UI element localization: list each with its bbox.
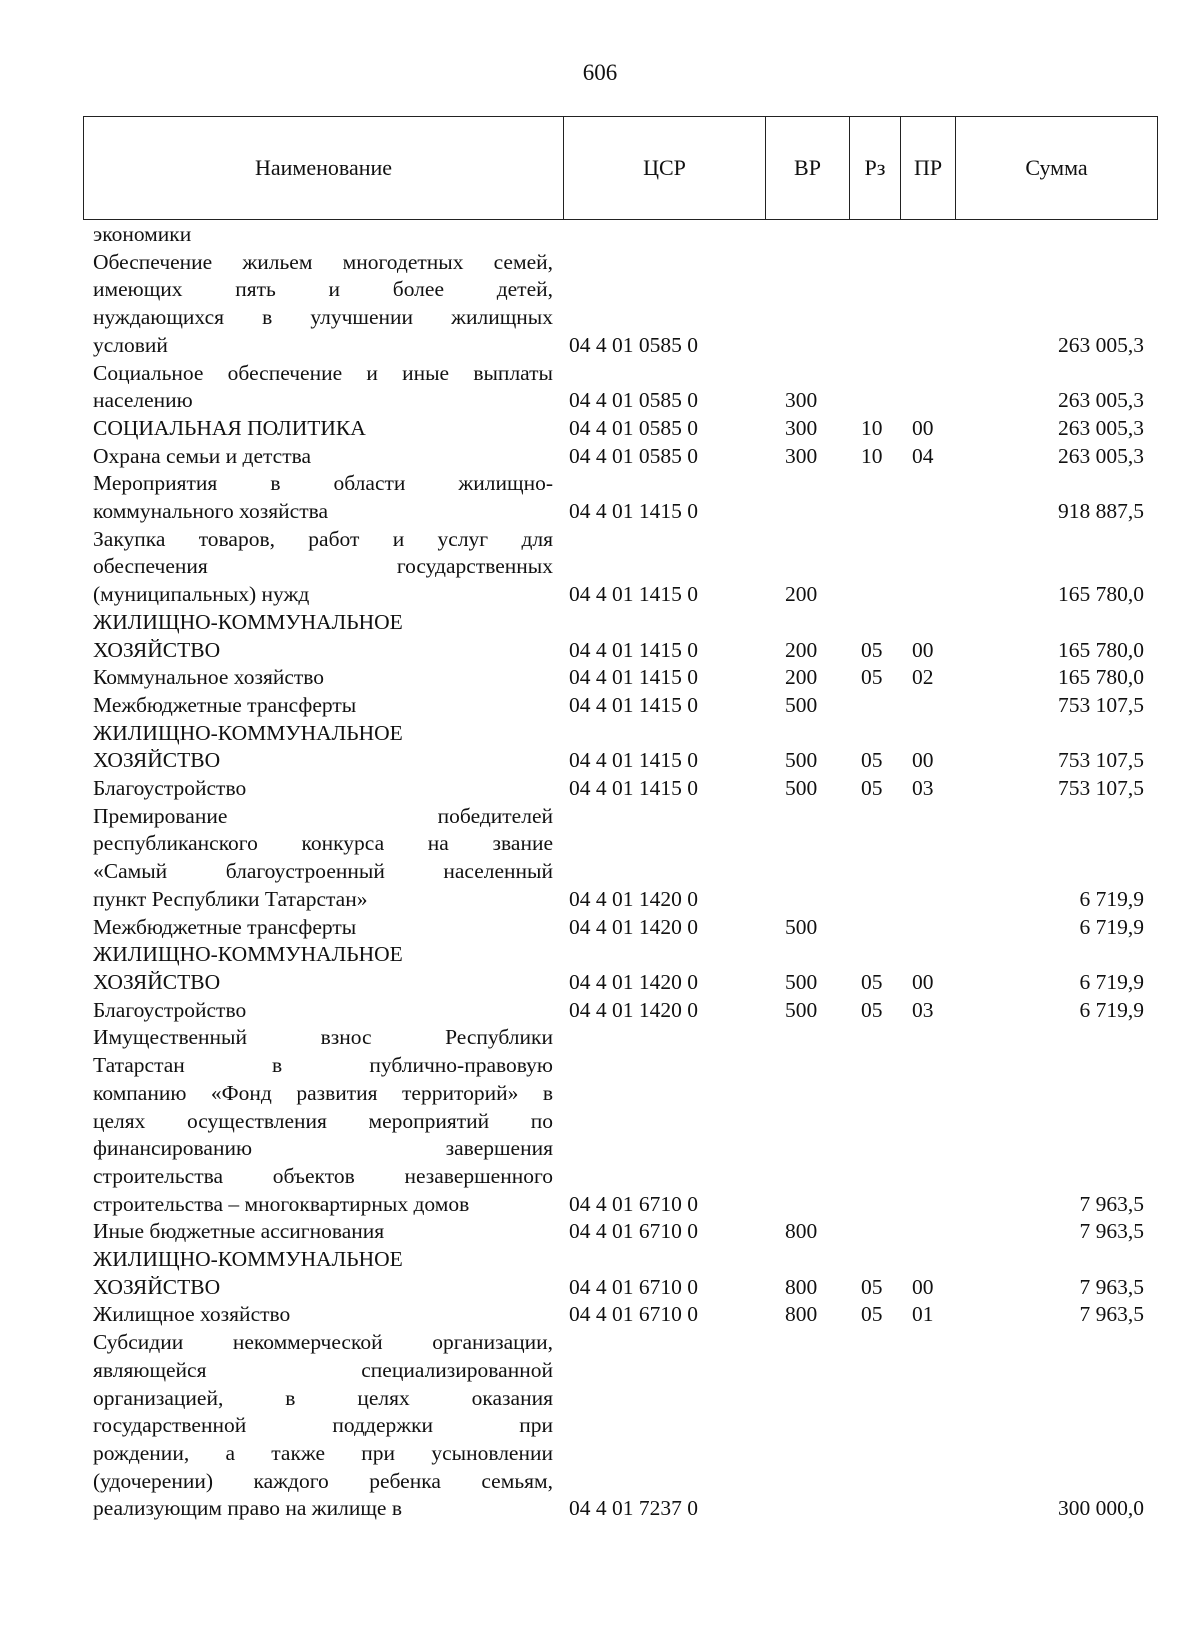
table-row [83, 360, 1158, 415]
row-vr: 200 [785, 665, 818, 690]
table-row [83, 609, 1158, 664]
row-pr: 00 [912, 969, 934, 994]
header-rz: Рз [850, 117, 901, 219]
row-name-line: республиканского конкурса на звание [93, 831, 553, 856]
row-name-line: ЖИЛИЩНО-КОММУНАЛЬНОЕ [93, 942, 403, 967]
header-vr: ВР [766, 117, 850, 219]
row-name-line: реализующим право на жилище в [93, 1496, 402, 1521]
table-row [83, 221, 1158, 249]
row-vr: 500 [785, 748, 818, 773]
row-sum: 7 963,5 [1079, 1219, 1144, 1244]
row-name [83, 941, 563, 996]
row-csr: 04 4 01 1415 0 [569, 776, 698, 801]
row-rz: 05 [861, 969, 883, 994]
row-csr: 04 4 01 6710 0 [569, 1219, 698, 1244]
row-csr: 04 4 01 6710 0 [569, 1302, 698, 1327]
table-row [83, 803, 1158, 914]
table-row [83, 415, 1158, 443]
row-name-line: Межбюджетные трансферты [93, 692, 357, 717]
row-name [83, 803, 563, 914]
row-name-line: организацией, в целях оказания [93, 1385, 553, 1410]
row-name-line: ЖИЛИЩНО-КОММУНАЛЬНОЕ [93, 720, 403, 745]
table-row [83, 1329, 1158, 1523]
row-name [83, 415, 563, 443]
row-name [83, 914, 563, 942]
row-vr: 300 [785, 443, 818, 468]
table-row [83, 249, 1158, 360]
row-sum: 263 005,3 [1058, 332, 1144, 357]
row-name [83, 775, 563, 803]
row-pr: 01 [912, 1302, 934, 1327]
row-csr: 04 4 01 1420 0 [569, 886, 698, 911]
row-rz: 05 [861, 665, 883, 690]
row-csr: 04 4 01 1420 0 [569, 969, 698, 994]
row-name-line: ХОЗЯЙСТВО [93, 1274, 221, 1299]
row-name [83, 997, 563, 1025]
row-sum: 7 963,5 [1079, 1274, 1144, 1299]
row-name [83, 1329, 563, 1523]
row-vr: 500 [785, 969, 818, 994]
row-rz: 05 [861, 1302, 883, 1327]
row-sum: 165 780,0 [1058, 637, 1144, 662]
row-vr: 500 [785, 776, 818, 801]
row-pr: 04 [912, 443, 934, 468]
row-pr: 00 [912, 637, 934, 662]
row-sum: 7 963,5 [1079, 1191, 1144, 1216]
row-csr: 04 4 01 0585 0 [569, 388, 698, 413]
row-name-line: Иные бюджетные ассигнования [93, 1219, 385, 1244]
row-name-line: целях осуществления мероприятий по [93, 1108, 553, 1133]
table-header [83, 116, 1158, 220]
row-csr: 04 4 01 1420 0 [569, 914, 698, 939]
header-sum: Сумма [1025, 155, 1088, 180]
row-name-line: условий [93, 332, 168, 357]
row-name [83, 664, 563, 692]
row-rz: 10 [861, 415, 883, 440]
row-rz: 05 [861, 1274, 883, 1299]
row-vr: 300 [785, 388, 818, 413]
row-name-line: Татарстан в публично-правовую [93, 1053, 553, 1078]
table-row [83, 997, 1158, 1025]
row-name-line: ХОЗЯЙСТВО [93, 637, 221, 662]
row-name-line: финансированию завершения [93, 1136, 553, 1161]
row-name-line: Имущественный взнос Республики [93, 1025, 553, 1050]
row-name-line: обеспечения государственных [93, 554, 553, 579]
row-sum: 7 963,5 [1079, 1302, 1144, 1327]
row-name-line: ЖИЛИЩНО-КОММУНАЛЬНОЕ [93, 1247, 403, 1272]
row-name-line: имеющих пять и более детей, [93, 277, 553, 302]
row-name-line: Жилищное хозяйство [93, 1302, 291, 1327]
row-csr: 04 4 01 1415 0 [569, 582, 698, 607]
row-name-line: государственной поддержки при [93, 1413, 553, 1438]
row-vr: 500 [785, 997, 818, 1022]
row-name [83, 692, 563, 720]
row-pr: 00 [912, 748, 934, 773]
row-pr: 03 [912, 776, 934, 801]
table-row [83, 526, 1158, 609]
row-vr: 200 [785, 637, 818, 662]
row-vr: 800 [785, 1302, 818, 1327]
row-name [83, 470, 563, 525]
row-name-line: Благоустройство [93, 776, 247, 801]
table-row [83, 914, 1158, 942]
header-pr: ПР [901, 117, 956, 219]
row-pr: 00 [912, 415, 934, 440]
row-rz: 05 [861, 776, 883, 801]
row-name-line: (муниципальных) нужд [93, 582, 310, 607]
row-sum: 263 005,3 [1058, 388, 1144, 413]
row-name-line: Социальное обеспечение и иные выплаты [93, 360, 553, 385]
row-name-line: населению [93, 388, 193, 413]
row-name-line: компанию «Фонд развития территорий» в [93, 1080, 553, 1105]
row-name [83, 443, 563, 471]
table-row [83, 664, 1158, 692]
table-row [83, 470, 1158, 525]
header-name: Наименование [84, 117, 564, 219]
row-rz: 05 [861, 748, 883, 773]
table-row [83, 1024, 1158, 1218]
row-sum: 263 005,3 [1058, 443, 1144, 468]
row-name [83, 360, 563, 415]
row-name-line: (удочерении) каждого ребенка семьям, [93, 1468, 553, 1493]
table-row [83, 775, 1158, 803]
page-number: 606 [582, 60, 618, 85]
row-sum: 918 887,5 [1058, 499, 1144, 524]
row-sum: 165 780,0 [1058, 665, 1144, 690]
row-name [83, 1301, 563, 1329]
table-body [83, 221, 1158, 1523]
table-row [83, 1246, 1158, 1301]
row-csr: 04 4 01 6710 0 [569, 1274, 698, 1299]
row-pr: 03 [912, 997, 934, 1022]
row-csr: 04 4 01 1415 0 [569, 637, 698, 662]
row-csr: 04 4 01 1415 0 [569, 748, 698, 773]
row-sum: 300 000,0 [1058, 1496, 1144, 1521]
row-name-line: Межбюджетные трансферты [93, 914, 357, 939]
row-name-line: Закупка товаров, работ и услуг для [93, 526, 553, 551]
table-row [83, 692, 1158, 720]
row-vr: 800 [785, 1219, 818, 1244]
row-csr: 04 4 01 1415 0 [569, 499, 698, 524]
row-sum: 6 719,9 [1079, 914, 1144, 939]
row-csr: 04 4 01 0585 0 [569, 443, 698, 468]
row-vr: 500 [785, 914, 818, 939]
row-pr: 00 [912, 1274, 934, 1299]
row-name-line: «Самый благоустроенный населенный [93, 859, 553, 884]
row-name [83, 720, 563, 775]
row-sum: 753 107,5 [1058, 692, 1144, 717]
row-sum: 165 780,0 [1058, 582, 1144, 607]
row-name-line: нуждающихся в улучшении жилищных [93, 305, 553, 330]
table-row [83, 941, 1158, 996]
table-row [83, 720, 1158, 775]
header-csr: ЦСР [564, 117, 766, 219]
row-name-line: Обеспечение жильем многодетных семей, [93, 249, 553, 274]
row-name-line: СОЦИАЛЬНАЯ ПОЛИТИКА [93, 415, 366, 440]
row-vr: 200 [785, 582, 818, 607]
row-name-line: ЖИЛИЩНО-КОММУНАЛЬНОЕ [93, 609, 403, 634]
row-name-line: Премирование победителей [93, 803, 553, 828]
row-sum: 6 719,9 [1079, 886, 1144, 911]
row-name-line: строительства объектов незавершенного [93, 1163, 553, 1188]
table-row [83, 1218, 1158, 1246]
row-sum: 6 719,9 [1079, 969, 1144, 994]
row-name-line: являющейся специализированной [93, 1357, 553, 1382]
row-csr: 04 4 01 1415 0 [569, 692, 698, 717]
row-name [83, 249, 563, 360]
row-rz: 10 [861, 443, 883, 468]
row-vr: 300 [785, 415, 818, 440]
row-rz: 05 [861, 637, 883, 662]
row-csr: 04 4 01 1415 0 [569, 665, 698, 690]
row-name [83, 1218, 563, 1246]
row-name [83, 1246, 563, 1301]
row-csr: 04 4 01 0585 0 [569, 332, 698, 357]
row-csr: 04 4 01 6710 0 [569, 1191, 698, 1216]
row-sum: 6 719,9 [1079, 997, 1144, 1022]
row-name-line: Субсидии некоммерческой организации, [93, 1330, 553, 1355]
table-row [83, 1301, 1158, 1329]
row-name-line: Благоустройство [93, 997, 247, 1022]
row-name-line: коммунального хозяйства [93, 499, 329, 524]
row-sum: 753 107,5 [1058, 776, 1144, 801]
row-csr: 04 4 01 1420 0 [569, 997, 698, 1022]
table-row [83, 443, 1158, 471]
row-name-line: рождении, а также при усыновлении [93, 1440, 553, 1465]
row-name-line: экономики [93, 222, 192, 246]
row-name-line: пункт Республики Татарстан» [93, 886, 368, 911]
row-name-line: Коммунальное хозяйство [93, 665, 325, 690]
row-vr: 800 [785, 1274, 818, 1299]
row-name-line: Охрана семьи и детства [93, 443, 312, 468]
row-name-line: ХОЗЯЙСТВО [93, 969, 221, 994]
row-name-line: Мероприятия в области жилищно- [93, 471, 553, 496]
row-rz: 05 [861, 997, 883, 1022]
row-csr: 04 4 01 7237 0 [569, 1496, 698, 1521]
row-vr: 500 [785, 692, 818, 717]
row-csr: 04 4 01 0585 0 [569, 415, 698, 440]
row-sum: 263 005,3 [1058, 415, 1144, 440]
row-name [83, 1024, 563, 1218]
row-sum: 753 107,5 [1058, 748, 1144, 773]
row-pr: 02 [912, 665, 934, 690]
row-name-line: строительства – многоквартирных домов [93, 1191, 470, 1216]
row-name-line: ХОЗЯЙСТВО [93, 748, 221, 773]
row-name [83, 609, 563, 664]
row-name [83, 221, 563, 249]
row-name [83, 526, 563, 609]
